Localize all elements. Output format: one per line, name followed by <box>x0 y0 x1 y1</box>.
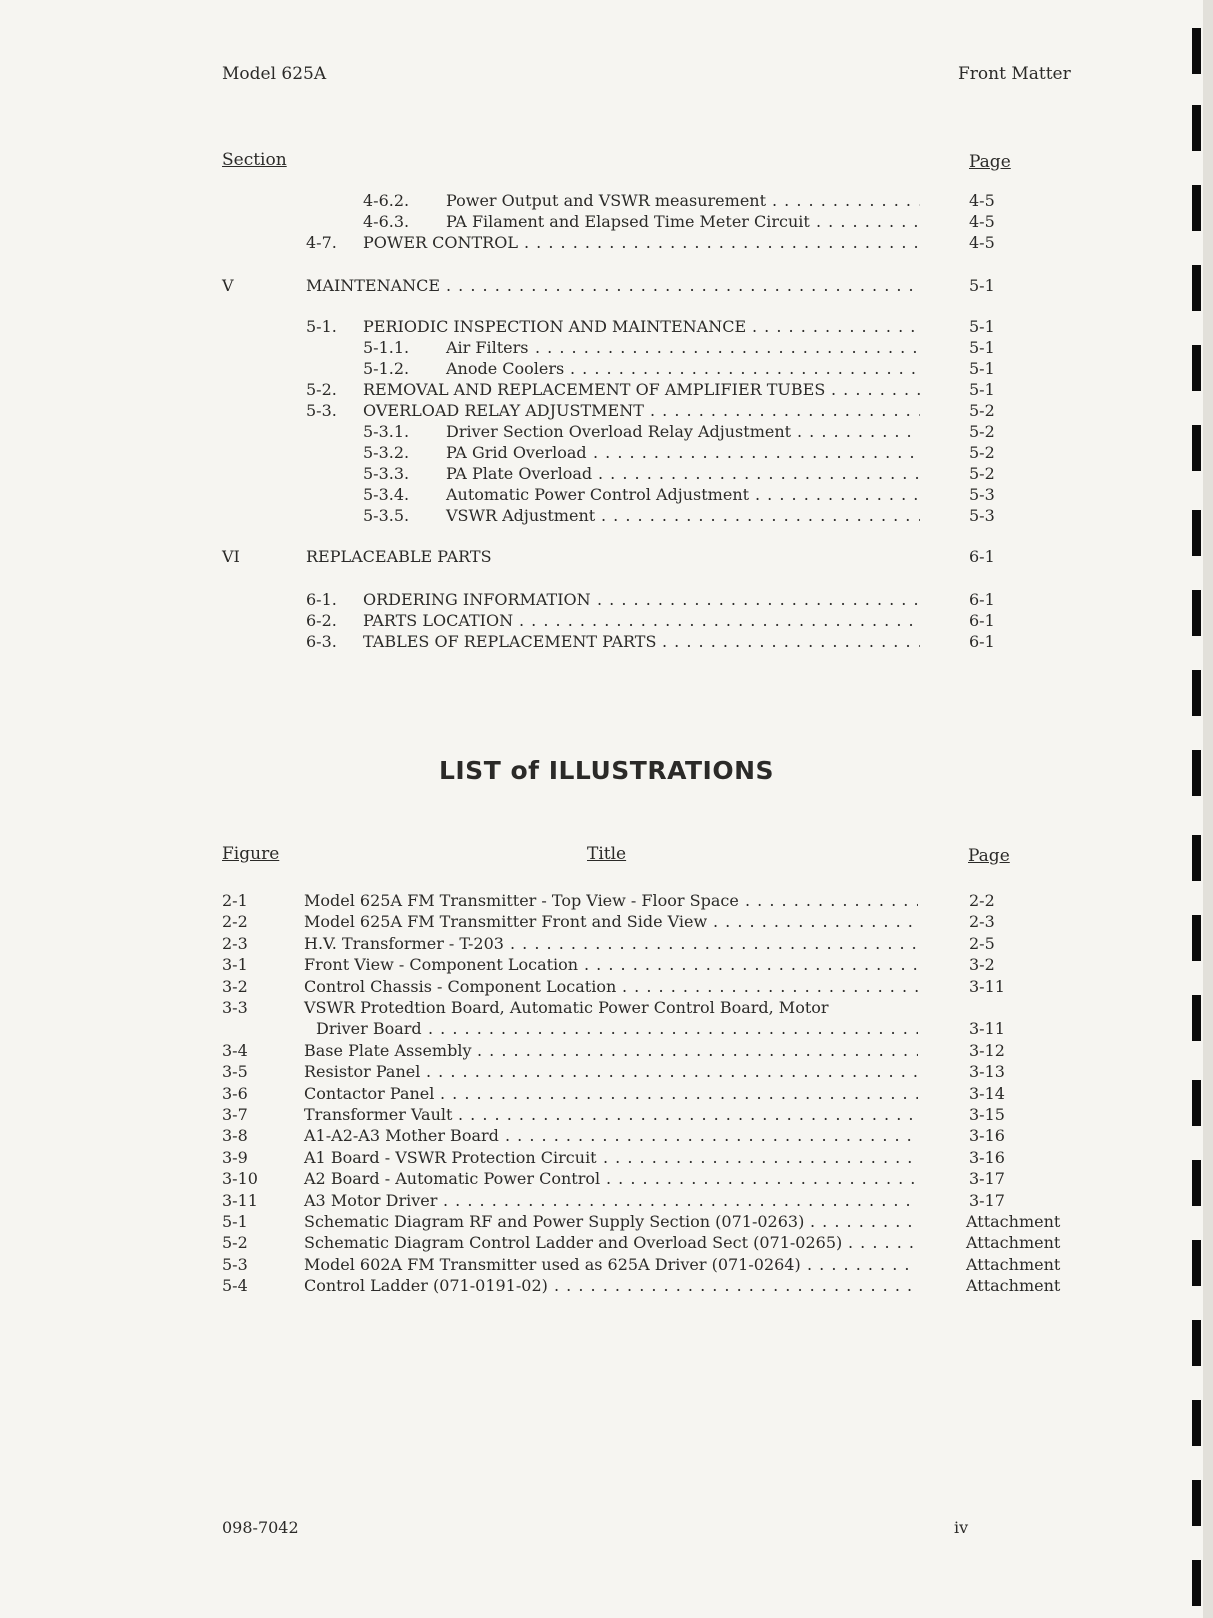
list-of-illustrations-heading: LIST of ILLUSTRATIONS <box>438 756 775 785</box>
section-page: 5-2 <box>969 422 995 441</box>
section-page: 6-1 <box>969 632 995 651</box>
figure-number: 3-2 <box>222 977 248 996</box>
figure-page: 3-14 <box>969 1084 1005 1103</box>
dot-leader <box>593 442 920 463</box>
toc-row <box>0 484 1213 505</box>
toc-page-heading: Page <box>969 152 1011 172</box>
section-number: 4-7. <box>306 233 337 252</box>
dot-leader <box>510 933 918 954</box>
dot-leader <box>443 1190 918 1211</box>
figure-page: Attachment <box>966 1212 1061 1231</box>
dot-leader <box>519 610 920 631</box>
figure-title: Front View - Component Location <box>304 955 579 974</box>
section-title: PA Grid Overload <box>446 443 587 462</box>
toc-row <box>0 211 1213 232</box>
figure-number: 3-11 <box>222 1191 258 1210</box>
illustration-row <box>0 1232 1213 1253</box>
section-page: 5-1 <box>969 276 995 295</box>
section-roman-numeral: VI <box>222 547 240 566</box>
section-page: 5-1 <box>969 359 995 378</box>
figure-title: Control Chassis - Component Location <box>304 977 617 996</box>
section-title: TABLES OF REPLACEMENT PARTS <box>363 632 657 651</box>
section-page: 5-2 <box>969 443 995 462</box>
toc-row <box>0 442 1213 463</box>
dot-leader <box>848 1232 918 1253</box>
dot-leader <box>650 400 920 421</box>
figure-number: 3-1 <box>222 955 248 974</box>
figure-page: 2-5 <box>969 934 995 953</box>
figure-number: 5-3 <box>222 1255 248 1274</box>
figure-title: VSWR Protedtion Board, Automatic Power Control Board, Motor <box>304 998 829 1017</box>
section-title: REMOVAL AND REPLACEMENT OF AMPLIFIER TUBES <box>363 380 826 399</box>
dot-leader <box>810 1211 918 1232</box>
dot-leader <box>570 358 920 379</box>
section-page: 5-1 <box>969 380 995 399</box>
section-number: 4-6.2. <box>363 191 410 210</box>
figure-number: 3-9 <box>222 1148 248 1167</box>
section-number: 5-3.5. <box>363 506 410 525</box>
section-page: 5-2 <box>969 401 995 420</box>
section-number: 5-3.3. <box>363 464 410 483</box>
dot-leader <box>598 463 920 484</box>
dot-leader <box>597 589 920 610</box>
section-number: 6-1. <box>306 590 337 609</box>
toc-row <box>0 316 1213 337</box>
figure-page: 3-2 <box>969 955 995 974</box>
figure-number: 3-7 <box>222 1105 248 1124</box>
illustration-row <box>0 1061 1213 1082</box>
figure-title: H.V. Transformer - T-203 <box>304 934 504 953</box>
illustration-row <box>0 1168 1213 1189</box>
illustration-row <box>0 1190 1213 1211</box>
figure-title: Model 602A FM Transmitter used as 625A Driver (071-0264) <box>304 1255 801 1274</box>
figure-title: Control Ladder (071-0191-02) <box>304 1276 548 1295</box>
figure-number: 3-8 <box>222 1126 248 1145</box>
dot-leader <box>584 954 918 975</box>
figure-number: 2-3 <box>222 934 248 953</box>
dot-leader <box>440 1083 918 1104</box>
illustration-row <box>0 933 1213 954</box>
toc-row <box>0 505 1213 526</box>
section-number: 6-3. <box>306 632 337 651</box>
section-number: 5-1.2. <box>363 359 410 378</box>
toc-section-heading: Section <box>222 150 287 170</box>
figure-page: Attachment <box>966 1233 1061 1252</box>
toc-row <box>0 358 1213 379</box>
figure-page: 3-17 <box>969 1191 1005 1210</box>
section-number: 4-6.3. <box>363 212 410 231</box>
illustration-row <box>0 954 1213 975</box>
figure-title: Schematic Diagram RF and Power Supply Section (071-0263) <box>304 1212 805 1231</box>
dot-leader <box>477 1040 918 1061</box>
figure-number: 3-10 <box>222 1169 258 1188</box>
illustration-row <box>0 1040 1213 1061</box>
section-title: Driver Section Overload Relay Adjustment <box>446 422 792 441</box>
section-page: 5-3 <box>969 506 995 525</box>
toc-row <box>0 631 1213 652</box>
figure-page: 3-13 <box>969 1062 1005 1081</box>
toc-row <box>0 190 1213 211</box>
dot-leader <box>524 232 920 253</box>
section-page: 5-3 <box>969 485 995 504</box>
section-page: 4-5 <box>969 212 995 231</box>
section-title: Anode Coolers <box>446 359 565 378</box>
section-number: 5-3.4. <box>363 485 410 504</box>
section-title: PA Filament and Elapsed Time Meter Circuit <box>446 212 810 231</box>
section-title: VSWR Adjustment <box>446 506 596 525</box>
toc-row <box>0 589 1213 610</box>
figure-page: Attachment <box>966 1255 1061 1274</box>
figure-page: 3-16 <box>969 1126 1005 1145</box>
section-title: PA Plate Overload <box>446 464 593 483</box>
section-number: 5-3.2. <box>363 443 410 462</box>
dot-leader <box>603 1147 918 1168</box>
section-number: 6-2. <box>306 611 337 630</box>
figure-title: Transformer Vault <box>304 1105 453 1124</box>
section-title: Automatic Power Control Adjustment <box>446 485 750 504</box>
toc-row <box>0 610 1213 631</box>
figure-number: 5-4 <box>222 1276 248 1295</box>
title-column-heading: Title <box>587 844 627 864</box>
section-number: 5-1. <box>306 317 337 336</box>
illustration-row <box>0 1104 1213 1125</box>
illustration-row <box>0 911 1213 932</box>
dot-leader <box>446 275 920 296</box>
dot-leader <box>807 1254 918 1275</box>
figure-title: Contactor Panel <box>304 1084 435 1103</box>
section-title: OVERLOAD RELAY ADJUSTMENT <box>363 401 644 420</box>
figure-number: 5-1 <box>222 1212 248 1231</box>
section-title: Air Filters <box>446 338 529 357</box>
figure-title: A1 Board - VSWR Protection Circuit <box>304 1148 597 1167</box>
section-title: REPLACEABLE PARTS <box>306 547 492 566</box>
section-title: PARTS LOCATION <box>363 611 514 630</box>
section-title: POWER CONTROL <box>363 233 518 252</box>
dot-leader <box>713 911 918 932</box>
toc-row <box>0 275 1213 296</box>
figure-number: 3-3 <box>222 998 248 1017</box>
section-page: 5-2 <box>969 464 995 483</box>
illustration-row <box>0 1147 1213 1168</box>
figure-title: Resistor Panel <box>304 1062 421 1081</box>
figure-title: Driver Board <box>316 1019 422 1038</box>
section-page: 6-1 <box>969 590 995 609</box>
figure-number: 3-4 <box>222 1041 248 1060</box>
figure-number: 3-6 <box>222 1084 248 1103</box>
toc-row <box>0 546 1213 567</box>
section-title: ORDERING INFORMATION <box>363 590 591 609</box>
header-section-name: Front Matter <box>958 64 1071 84</box>
toc-row <box>0 463 1213 484</box>
dot-leader <box>662 631 920 652</box>
illustration-row <box>0 1083 1213 1104</box>
dot-leader <box>772 190 920 211</box>
dot-leader <box>601 505 920 526</box>
section-page: 4-5 <box>969 233 995 252</box>
dot-leader <box>458 1104 918 1125</box>
figure-column-heading: Figure <box>222 844 280 864</box>
figure-title: Schematic Diagram Control Ladder and Overload Sect (071-0265) <box>304 1233 843 1252</box>
dot-leader <box>426 1061 918 1082</box>
figure-page: 3-11 <box>969 977 1005 996</box>
dot-leader <box>428 1018 918 1039</box>
figure-number: 3-5 <box>222 1062 248 1081</box>
illustration-row <box>0 1018 1213 1039</box>
figure-title: A1-A2-A3 Mother Board <box>304 1126 499 1145</box>
section-title: Power Output and VSWR measurement <box>446 191 767 210</box>
figure-title: A3 Motor Driver <box>304 1191 438 1210</box>
dot-leader <box>752 316 920 337</box>
figure-number: 2-1 <box>222 891 248 910</box>
figure-page: 3-11 <box>969 1019 1005 1038</box>
section-page: 6-1 <box>969 611 995 630</box>
illustration-row <box>0 1125 1213 1146</box>
figure-page: Attachment <box>966 1276 1061 1295</box>
header-model: Model 625A <box>222 64 327 84</box>
section-title: MAINTENANCE <box>306 276 441 295</box>
section-number: 5-2. <box>306 380 337 399</box>
section-page: 6-1 <box>969 547 995 566</box>
section-page: 5-1 <box>969 317 995 336</box>
toc-row <box>0 421 1213 442</box>
illustration-row <box>0 997 1213 1018</box>
figure-number: 5-2 <box>222 1233 248 1252</box>
figure-page: 2-3 <box>969 912 995 931</box>
figure-page: 3-17 <box>969 1169 1005 1188</box>
figure-page: 2-2 <box>969 891 995 910</box>
dot-leader <box>755 484 920 505</box>
page-number: iv <box>954 1518 969 1537</box>
dot-leader <box>622 976 918 997</box>
toc-row <box>0 337 1213 358</box>
illustration-row <box>0 1275 1213 1296</box>
toc-row <box>0 379 1213 400</box>
section-roman-numeral: V <box>222 276 234 295</box>
figure-title: Model 625A FM Transmitter - Top View - Floor Space <box>304 891 739 910</box>
section-number: 5-1.1. <box>363 338 410 357</box>
figure-title: Model 625A FM Transmitter Front and Side View <box>304 912 708 931</box>
illustration-row <box>0 1211 1213 1232</box>
figure-page: 3-12 <box>969 1041 1005 1060</box>
illustration-row <box>0 976 1213 997</box>
section-page: 5-1 <box>969 338 995 357</box>
dot-leader <box>505 1125 918 1146</box>
section-number: 5-3. <box>306 401 337 420</box>
figure-title: Base Plate Assembly <box>304 1041 472 1060</box>
section-title: PERIODIC INSPECTION AND MAINTENANCE <box>363 317 747 336</box>
toc-row <box>0 232 1213 253</box>
figure-title: A2 Board - Automatic Power Control <box>304 1169 601 1188</box>
dot-leader <box>816 211 920 232</box>
figure-page: 3-16 <box>969 1148 1005 1167</box>
toc-row <box>0 400 1213 421</box>
dot-leader <box>535 337 920 358</box>
dot-leader <box>831 379 920 400</box>
section-number: 5-3.1. <box>363 422 410 441</box>
page-column-heading: Page <box>968 846 1010 866</box>
illustration-row <box>0 1254 1213 1275</box>
section-page: 4-5 <box>969 191 995 210</box>
document-number: 098-7042 <box>222 1518 299 1537</box>
figure-page: 3-15 <box>969 1105 1005 1124</box>
dot-leader <box>745 890 918 911</box>
dot-leader <box>797 421 920 442</box>
dot-leader <box>554 1275 918 1296</box>
illustration-row <box>0 890 1213 911</box>
dot-leader <box>606 1168 918 1189</box>
figure-number: 2-2 <box>222 912 248 931</box>
